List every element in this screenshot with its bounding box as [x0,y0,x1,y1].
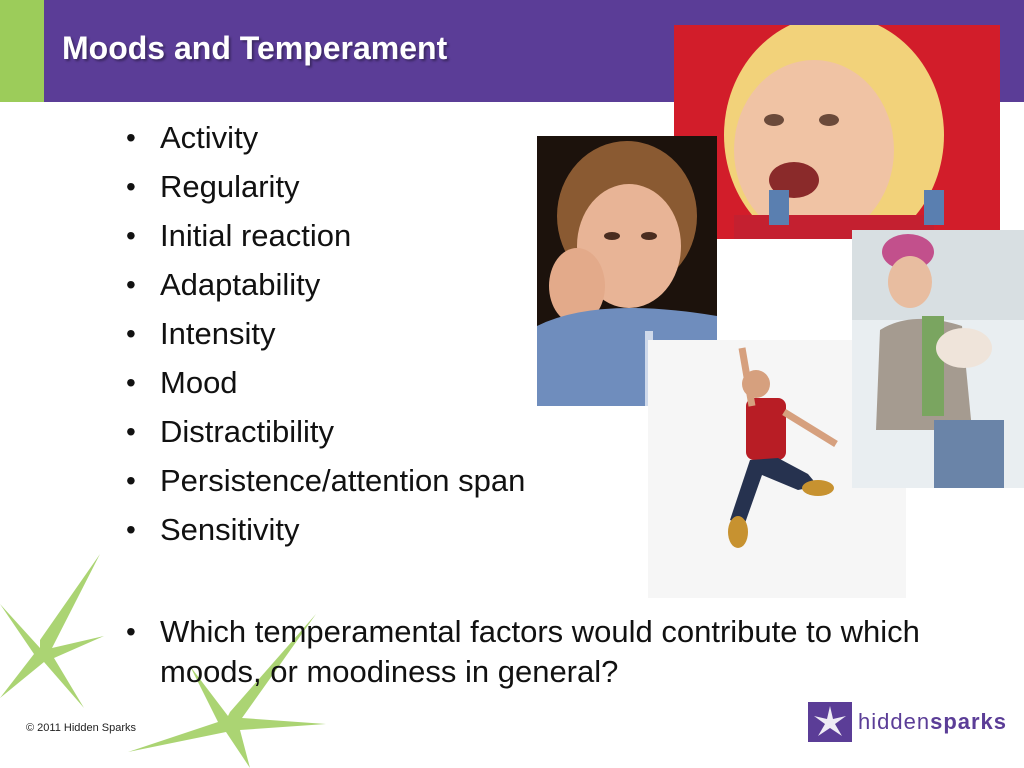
bullet-text: Intensity [160,316,276,351]
question-text: Which temperamental factors would contribute to which moods, or moodiness in general? [160,614,920,689]
list-item: • Distractibility [126,414,334,449]
bullet-text: Mood [160,365,238,400]
sparks-logo-icon [808,702,852,742]
bullet-text: Adaptability [160,267,321,302]
bullet-text: Distractibility [160,414,334,449]
hidden-sparks-logo: hiddensparks [808,702,1007,742]
list-item: • Intensity [126,316,276,351]
list-item: • Mood [126,365,238,400]
temperament-bullet-list [120,118,920,559]
list-item: • Initial reaction [126,218,352,253]
list-item: • Activity [126,120,259,155]
accent-strip [0,0,44,102]
bullet-text: Activity [160,120,259,155]
bullet-text: Persistence/attention span [160,463,526,498]
copyright-notice: © 2011 Hidden Sparks [26,722,137,734]
list-item: • Regularity [126,169,300,204]
bullet-text: Sensitivity [160,512,300,547]
list-item: • Sensitivity [126,512,300,547]
list-item: • Persistence/attention span [126,463,526,498]
discussion-question: • Which temperamental factors would contribute to which moods, or moodiness in general? [120,612,940,692]
list-item: • Adaptability [126,267,321,302]
green-star-decoration-left [0,548,120,708]
bullet-text: Initial reaction [160,218,352,253]
bullet-text: Regularity [160,169,300,204]
slide-title: Moods and Temperament [62,30,448,66]
